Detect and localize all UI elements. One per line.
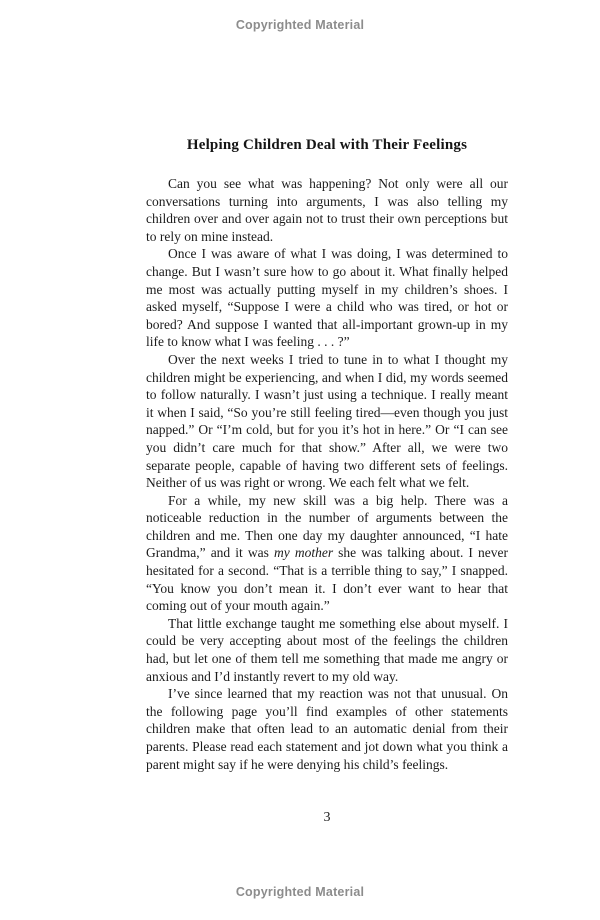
copyright-notice-bottom: Copyrighted Material	[235, 885, 365, 899]
paragraph: Once I was aware of what I was doing, I was determined to change. But I wasn’t sure how to go about it. What finally helped me most was actually putting myself in my children’s shoes. I asked myself, “Suppose I were a child who was tired, or hot or bored? And suppose I wanted that all-important grown-up in my life to know what I was feeling . . . ?”	[146, 246, 508, 350]
italic-phrase: my mother	[273, 545, 334, 561]
paragraph: I’ve since learned that my reaction was not that unusual. On the following page you’ll find examples of other statements children make that often lead to an automatic denial from their parents. Please read each statement and jot down what you think a parent might say if he were denying his child’s feelings.	[146, 686, 508, 772]
paragraph	[146, 492, 508, 615]
paragraph: Over the next weeks I tried to tune in to what I thought my children might be experiencing, and when I did, my words seemed to follow naturally. I wasn’t just using a technique. I really meant it when I said, “So you’re still feeling tired—even though you just napped.” Or “I’m cold, but for you it’s hot in here.” Or “I can see you didn’t care much for that show.” After all, we were two separate people, capable of having two different sets of feelings. Neither of us was right or wrong. We each felt what we felt.	[146, 351, 508, 491]
paragraph-text: For a while, my new skill was a big help. There was a noticeable reduction in the number of arguments between the children and me. Then one day my daughter announced, “I hate Grandma,” and it was	[146, 492, 508, 561]
page-number: 3	[323, 810, 331, 825]
paragraph-text: she was talking about. I never hesitated for a second. “That is a terrible thing to say,” I snapped. “You know you don’t mean it. I don’t ever want to hear that coming out of your mouth again.”	[146, 545, 508, 614]
copyright-notice-top: Copyrighted Material	[235, 18, 365, 32]
text-block	[146, 136, 508, 773]
paragraph: Can you see what was happening? Not only were all our conversations turning into arguments, I was also telling my children over and over again not to trust their own perceptions but to rely on mine instead.	[146, 176, 508, 244]
chapter-title: Helping Children Deal with Their Feelings	[186, 137, 468, 153]
paragraph: That little exchange taught me something else about myself. I could be very accepting about most of the feelings the children had, but let one of them tell me something that made me angry or anxious and I’d instantly revert to my old way.	[146, 615, 508, 684]
